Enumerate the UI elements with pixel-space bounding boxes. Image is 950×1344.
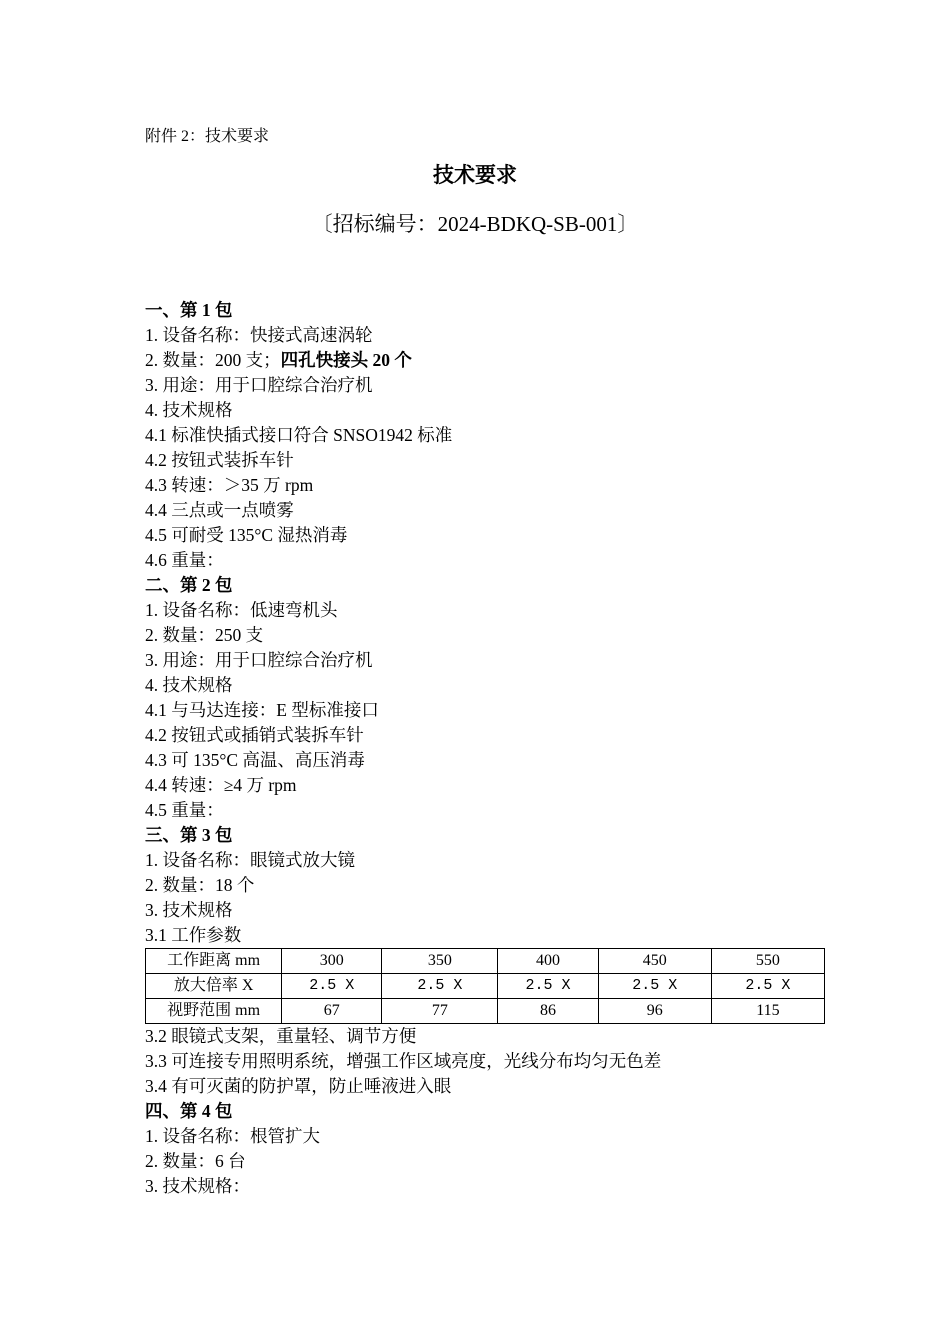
package-2-spec: 4.2 按钮式或插销式装拆车针: [145, 725, 364, 745]
table-cell: 2.5 X: [382, 974, 498, 999]
package-2-use: 3. 用途：用于口腔综合治疗机: [145, 650, 373, 670]
table-row: [146, 999, 825, 1024]
table-cell: 视野范围 mm: [146, 999, 282, 1024]
table-cell: 2.5 X: [498, 974, 598, 999]
package-2-heading: 二、第 2 包: [145, 575, 233, 595]
package-2-spec: 4.4 转速：≥4 万 rpm: [145, 775, 297, 795]
package-3-spec: 3.2 眼镜式支架，重量轻、调节方便: [145, 1026, 417, 1046]
working-parameters-table: [145, 948, 825, 1024]
package-2-spec-heading: 4. 技术规格: [145, 675, 233, 695]
package-1-spec: 4.6 重量：: [145, 550, 224, 570]
table-cell: 2.5 X: [711, 974, 824, 999]
table-cell: 115: [711, 999, 824, 1024]
package-3-spec: 3.4 有可灭菌的防护罩，防止唾液进入眼: [145, 1076, 452, 1096]
package-3-spec-heading: 3. 技术规格: [145, 900, 233, 920]
table-cell: 400: [498, 949, 598, 974]
table-cell: 96: [598, 999, 711, 1024]
package-4-name: 1. 设备名称：根管扩大: [145, 1126, 320, 1146]
table-cell: 450: [598, 949, 711, 974]
package-1-spec-heading: 4. 技术规格: [145, 400, 233, 420]
package-2-spec: 4.5 重量：: [145, 800, 224, 820]
package-3-name: 1. 设备名称：眼镜式放大镜: [145, 850, 355, 870]
package-1-spec: 4.4 三点或一点喷雾: [145, 500, 294, 520]
document-title: 技术要求: [433, 163, 517, 187]
package-1-qty: [145, 348, 835, 373]
package-4-qty: 2. 数量：6 台: [145, 1151, 246, 1171]
package-1-spec: 4.3 转速：＞35 万 rpm: [145, 475, 314, 495]
package-1-spec: 4.2 按钮式装拆车针: [145, 450, 294, 470]
package-1-qty-text: 2. 数量：200 支；: [145, 350, 281, 370]
package-2-spec: 4.3 可 135°C 高温、高压消毒: [145, 750, 365, 770]
package-3-spec: 3.3 可连接专用照明系统，增强工作区域亮度，光线分布均匀无色差: [145, 1051, 662, 1071]
table-cell: 2.5 X: [282, 974, 382, 999]
package-2-spec: 4.1 与马达连接：E 型标准接口: [145, 700, 379, 720]
table-row: [146, 974, 825, 999]
table-cell: 放大倍率 X: [146, 974, 282, 999]
tender-number: 〔招标编号：2024-BDKQ-SB-001〕: [311, 212, 639, 236]
table-cell: 工作距离 mm: [146, 949, 282, 974]
package-1-use: 3. 用途：用于口腔综合治疗机: [145, 375, 373, 395]
package-2-qty: 2. 数量：250 支: [145, 625, 264, 645]
package-1-spec: 4.1 标准快插式接口符合 SNSO1942 标准: [145, 425, 453, 445]
package-1-heading: 一、第 1 包: [145, 300, 233, 320]
table-cell: 86: [498, 999, 598, 1024]
package-1-qty-bold: 四孔快接头 20 个: [280, 350, 412, 370]
table-cell: 550: [711, 949, 824, 974]
package-4-spec-heading: 3. 技术规格：: [145, 1176, 250, 1196]
package-1-name: 1. 设备名称：快接式高速涡轮: [145, 325, 373, 345]
annex-label: 附件 2：技术要求: [145, 128, 270, 145]
package-4-heading: 四、第 4 包: [145, 1101, 233, 1121]
package-1-spec: 4.5 可耐受 135°C 湿热消毒: [145, 525, 348, 545]
table-cell: 67: [282, 999, 382, 1024]
table-cell: 77: [382, 999, 498, 1024]
package-3-params-label: 3.1 工作参数: [145, 925, 242, 945]
table-cell: 2.5 X: [598, 974, 711, 999]
table-cell: 300: [282, 949, 382, 974]
document-body: [145, 298, 835, 1199]
table-row: [146, 949, 825, 974]
table-cell: 350: [382, 949, 498, 974]
package-3-qty: 2. 数量：18 个: [145, 875, 255, 895]
package-2-name: 1. 设备名称：低速弯机头: [145, 600, 338, 620]
package-3-heading: 三、第 3 包: [145, 825, 233, 845]
